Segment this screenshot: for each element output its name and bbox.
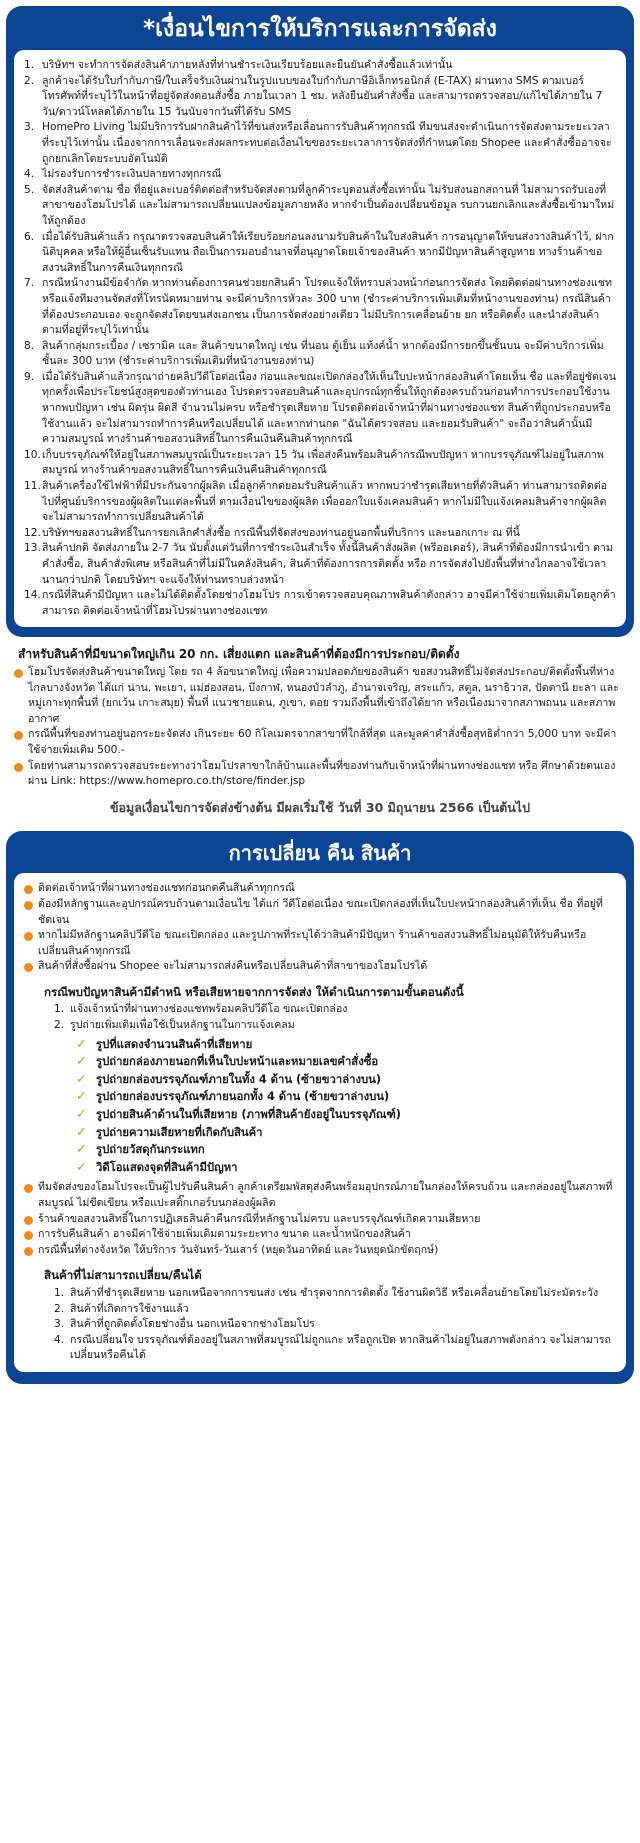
terms-item-number: 10. [24,448,41,461]
returns-pickup-bullet-text: ร้านค้าขอสงวนสิทธิ์ในการปฏิเสธสินค้าคืนกรณีที่หลักฐานไม่ครบ และบรรจุภัณฑ์เกิดความเสียหาย [38,1212,481,1225]
terms-item-text: กรณีที่สินค้ามีปัญหา และไม่ได้ติดตั้งโดยช่างโฮมโปร การเข้าตรวจสอบคุณภาพสินค้าดังกล่าว อาจมีค่าใช้จ่ายเพิ่มเติมโดยลูกค้าสามารถ ติดต่อเจ้าหน้าที่โฮมโปรผ่านทางช่องแชท [42,589,616,617]
terms-item-text: HomePro Living ไม่มีบริการรับฝากสินค้าไว้ที่ขนส่งหรือเลื่อนการรับสินค้าทุกกรณี ทีมขนส่งจะดำเนินการจัดส่งตามระยะเวลาที่ระบุไว้เท่านั้น เนื่องจากการเลื่อนจะส่งผลกระทบต่อเงื่อนไขของระยะเวลาการจัดส่งที่กำหนดโดย Shopee และคำสั่งซื้ออาจจะถูกยกเลิกโดยระบบอัตโนมัติ [42,121,612,165]
checklist-item-text: รูปถ่ายกล่องบรรจุภัณฑ์ภายในทั้ง 4 ด้าน (ซ้ายขวาล่างบน) [96,1072,382,1086]
checkmark-icon: ✓ [76,1054,87,1070]
checklist-item [76,1106,616,1124]
terms-item-number: 2. [24,74,35,87]
returns-bullet-text: สินค้าที่สั่งซื้อผ่าน Shopee จะไม่สามารถส่งคืนหรือเปลี่ยนสินค้าที่สาขาของโฮมโปรได้ [38,960,428,973]
returns-title: การเปลี่ยน คืน สินค้า [228,841,412,866]
checkmark-icon: ✓ [76,1036,87,1052]
bullet-dot-icon [24,1227,38,1243]
terms-item-number: 3. [24,121,35,134]
not-returnable-item [54,1286,616,1302]
bullet-dot-icon [24,881,38,897]
bullet-dot-icon [14,665,28,727]
terms-item [24,167,616,183]
terms-item-text: สินค้าปกติ จัดส่งภายใน 2-7 วัน นับตั้งแต่วันที่การชำระเงินสำเร็จ ทั้งนี้สินค้าสั่งผลิต (พรีออเดอร์), สินค้าที่ต้องมีการนำเข้า ตามคำสั่งซื้อ, สินค้าสั่งพิเศษ หรือสินค้าที่ไม่มีในคลังสินค้า, สินค้าที่ต้องการการติดตั้ง หรือ การจัดส่งไปยังพื้นที่ห่างไกลอาจใช้เวลานานกว่าปกติ โดยบริษัทฯ จะแจ้งให้ท่านทราบล่วงหน้า [42,542,613,586]
large-items-bullet [14,727,626,758]
terms-item [24,74,616,121]
checklist-item [76,1071,616,1089]
large-items-bullet-text: โดยท่านสามารถตรวจสอบระยะทางว่าโฮมโปรสาขาใกล้บ้านและพื้นที่ของท่านกับเจ้าหน้าที่ผ่านทางช่องแชท หรือ ศึกษาด้วยตนเองผ่าน Link: https://www.homepro.co.th/store/finder.jsp [28,759,616,788]
terms-item-number: 13. [24,542,41,555]
damage-step [54,1002,616,1018]
terms-item-number: 9. [24,370,35,383]
checkmark-icon: ✓ [76,1107,87,1123]
returns-bullet-list [24,881,616,975]
damage-step-text: แจ้งเจ้าหน้าที่ผ่านทางช่องแชทพร้อมคลิปวีดีโอ ขณะเปิดกล่อง [70,1003,348,1016]
returns-pickup-bullet [24,1243,616,1259]
checklist-item-text: รูปถ่ายวัสดุกันกระแทก [96,1143,205,1157]
evidence-checklist [24,1036,616,1177]
returns-pickup-bullet [24,1212,616,1228]
terms-item-text: บริษัทฯ จะทำการจัดส่งสินค้าภายหลังที่ท่านชำระเงินเรียบร้อยและยืนยันคำสั่งซื้อแล้วเท่านั้น [42,59,453,71]
checklist-item [76,1036,616,1054]
damage-steps-heading: กรณีพบปัญหาสินค้ามีตำหนิ หรือเสียหายจากการจัดส่ง ให้ดำเนินการตามขั้นตอนดังนี้ [44,984,464,999]
terms-item [24,479,616,526]
large-items-bullet-text: กรณีพื้นที่ของท่านอยู่นอกระยะจัดส่ง เกินระยะ 60 กิโลเมตรจากสาขาที่ใกล้ที่สุด และมูลค่าคำสั่งซื้อสุทธิต่ำกว่า 5,000 บาท จะมีค่าใช้จ่ายเพิ่มเติม 500.- [28,728,617,756]
bullet-dot-icon [24,1212,38,1228]
not-returnable-item-number: 2. [54,1302,65,1315]
large-items-list [14,665,626,790]
terms-item [24,183,616,230]
terms-item-number: 6. [24,230,35,243]
returns-panel [6,831,634,1384]
bullet-dot-icon [14,759,28,790]
terms-item [24,370,616,448]
terms-item-text: สินค้ากลุ่มกระเบื้อง / เซรามิค และ สินค้าขนาดใหญ่ เช่น ที่นอน ตู้เย็น แท้งค์น้ำ หากต้องมีการยกขึ้นชั้นบน จะมีค่าบริการเพิ่มชั้นละ 300 บาท (ชำระค่าบริการเพิ่มเติมที่หน้างานของท่าน) [42,339,604,368]
damage-step-text: รูปถ่ายเพิ่มเติมเพื่อใช้เป็นหลักฐานในการแจ้งเคลม [70,1019,295,1032]
returns-bullet-text: ติดต่อเจ้าหน้าที่ผ่านทางช่องแชทก่อนกดคืนสินค้าทุกกรณี [38,882,295,895]
effective-date-note: ข้อมูลเงื่อนไขการจัดส่งข้างต้น มีผลเริ่มใช้ วันที่ 30 มิถุนายน 2566 เป็นต้นไป [109,799,531,815]
bullet-dot-icon [14,727,28,758]
terms-item-number: 14. [24,589,41,602]
terms-panel [6,6,634,637]
terms-item [24,58,616,74]
large-items-bullet [14,665,626,727]
terms-title: *เงื่อนไขการให้บริการและการจัดส่ง [143,16,497,42]
not-returnable-item [54,1333,616,1364]
returns-pickup-bullet-text: กรณีพื้นที่ต่างจังหวัด ให้บริการ วันจันทร์-วันเสาร์ (หยุดวันอาทิตย์ และวันหยุดนักขัตฤกษ์) [38,1243,439,1256]
bullet-dot-icon [24,928,38,959]
terms-item-text: ไม่รองรับการชำระเงินปลายทางทุกกรณี [42,168,222,181]
returns-pickup-bullet [24,1180,616,1211]
bullet-dot-icon [24,1243,38,1259]
terms-item-text: ลูกค้าจะได้รับใบกำกับภาษี/ใบเสร็จรับเงินผ่านในรูปแบบของใบกำกับภาษีอิเล็กทรอนิกส์ (E-TAX) ผ่านทาง SMS ตามเบอร์โทรศัพท์ที่ระบุไว้ในหน้าที่อยู่จัดส่งตอนสั่งซื้อ ภายในเวลา 1 ชม. หลังยืนยันคำสั่งซื้อ และสามารถตรวจสอบ/แก้ไขได้ภายใน 7 วัน/ดาวน์โหลดได้ภายใน 15 วันนับจากวันที่ได้รับ SMS [42,74,603,118]
damage-step-number: 1. [54,1003,65,1016]
checkmark-icon: ✓ [76,1124,87,1140]
terms-list [24,58,616,619]
not-returnable-item [54,1317,616,1333]
terms-item [24,526,616,542]
terms-item-number: 7. [24,277,35,290]
terms-item [24,230,616,277]
large-items-title: สำหรับสินค้าที่มีขนาดใหญ่เกิน 20 กก. เสี่ยงแตก และสินค้าที่ต้องมีการประกอบ/ติดตั้ง [18,647,460,662]
damage-step-number: 2. [54,1019,65,1032]
checklist-item-text: รูปถ่ายความเสียหายที่เกิดกับสินค้า [96,1125,263,1139]
terms-item-number: 12. [24,526,41,539]
terms-item-number: 5. [24,183,35,196]
damage-steps-list [24,1002,616,1033]
terms-item [24,339,616,370]
terms-item [24,541,616,588]
returns-bullet [24,959,616,975]
terms-item-text: เมื่อได้รับสินค้าแล้วกรุณาถ่ายคลิปวีดีโอต่อเนื่อง ก่อนและขณะเปิดกล่องให้เห็นใบปะหน้ากล่องสินค้าโดยเห็น ชื่อ และที่อยู่ชัดเจนทุกครั้งเพื่อประโยชน์สูงสุดของตัวท่านเอง โปรดตรวจสอบสินค้าและอุปกรณ์ทุกชิ้นให้ถูกต้องครบถ้วนก่อนทำการประกอบใช้งาน หากพบปัญหา เช่น ผิดรุ่น ผิดสี จำนวนไม่ครบ หรือชำรุดเสียหาย โปรดติดต่อเจ้าหน้าที่ผ่านทางช่องแชท สินค้าที่ถูกประกอบหรือใช้งานแล้ว จะไม่สามารถทำการคืนหรือเปลี่ยนได้ และหากท่านกด "ฉันได้ตรวจสอบ และยอมรับสินค้า" จะถือว่าสินค้านั้นมีความสมบูรณ์ ทางร้านค้าขอสงวนสิทธิ์ในการคืนเงินคืนสินค้าทุกกรณี [42,370,616,446]
terms-item-number: 8. [24,339,35,352]
returns-bullet [24,897,616,928]
large-items-bullet [14,759,626,790]
bullet-dot-icon [24,959,38,975]
terms-item [24,448,616,479]
bullet-dot-icon [24,897,38,928]
shipping-terms-page [0,6,640,1843]
terms-item-text: เมื่อได้รับสินค้าแล้ว กรุณาตรวจสอบสินค้าให้เรียบร้อยก่อนลงนามรับสินค้าในใบส่งสินค้า การอนุญาตให้ขนส่งวางสินค้าไว้, ฝากนิติบุคคล หรือให้ผู้อื่นเซ็นรับแทน ถือเป็นการมอบอำนาจที่อนุญาตโดยเจ้าของสินค้า หากมีปัญหาสินค้าสูญหาย ทางร้านค้าขอสงวนสิทธิ์ในการคืนเงินทุกกรณี [42,230,614,274]
checklist-item [76,1088,616,1106]
not-returnable-item-text: กรณีเปลี่ยนใจ บรรจุภัณฑ์ต้องอยู่ในสภาพที่สมบูรณ์ไม่ถูกแกะ หรือถูกเปิด หากสินค้าไม่อยู่ในสภาพดังกล่าว จะไม่สามารถเปลี่ยนหรือคืนได้ [70,1333,611,1362]
not-returnable-item [54,1302,616,1318]
terms-item-text: จัดส่งสินค้าตาม ชื่อ ที่อยู่และเบอร์ติดต่อสำหรับจัดส่งตามที่ลูกค้าระบุตอนสั่งซื้อเท่านั้น ไม่รับส่งนอกสถานที่ ไม่สามารถรับเองที่สาขาของโฮมโปรได้ และไม่สามารถเปลี่ยนแปลงข้อมูลภายหลัง หากจำเป็นต้องเปลี่ยนข้อมูล รบกวนยกเลิกและสั่งซื้อเข้ามาใหม่ให้ถูกต้อง [42,183,615,227]
damage-step [54,1018,616,1034]
returns-pickup-bullet [24,1227,616,1243]
terms-item-text: กรณีหน้างานมีข้อจำกัด หากท่านต้องการคนช่วยยกสินค้า โปรดแจ้งให้ทราบล่วงหน้าก่อนการจัดส่ง โดยติดต่อผ่านทางช่องแชท หรือแจ้งทีมงานจัดส่งที่โทรนัดหมายท่าน จะมีค่าบริการหัวละ 300 บาท (ชำระค่าบริการเพิ่มเติมที่หน้างานของท่าน) กรณีสินค้าที่ต้องประกอบเอง จะถูกจัดส่งโดยขนส่งเอกชน เป็นการจัดส่งอย่างเดียว ไม่มีบริการเคลื่อนย้าย ยก หรือติดตั้ง และนำส่งสินค้าตามที่อยู่ที่ระบุไว้เท่านั้น [42,277,612,337]
checklist-item-text: รูปที่แสดงจำนวนสินค้าที่เสียหาย [96,1037,253,1051]
not-returnable-list [24,1286,616,1364]
not-returnable-item-text: สินค้าที่ชำรุดเสียหาย นอกเหนือจากการขนส่ง เช่น ชำรุดจากการติดตั้ง ใช้งานผิดวิธี หรือเคลื่อนย้ายโดยไม่ระมัดระวัง [70,1286,599,1299]
large-items-section [0,637,640,827]
terms-item [24,276,616,338]
checklist-item-text: วิดีโอแสดงจุดที่สินค้ามีปัญหา [96,1160,238,1174]
checkmark-icon: ✓ [76,1142,87,1158]
terms-item-number: 4. [24,168,35,181]
terms-item-text: สินค้าเครื่องใช้ไฟฟ้าที่มีประกันจากผู้ผลิต เมื่อลูกค้ากดยอมรับสินค้าแล้ว หากพบว่าชำรุดเสียหายที่ตัวสินค้า ท่านสามารถติดต่อไปที่ศูนย์บริการของผู้ผลิตในแต่ละพื้นที่ ตามเงื่อนไขของผู้ผลิต เพื่อออกใบแจ้งเคลมสินค้า หากไม่มีใบแจ้งเคลมสินค้าจากผู้ผลิต จะไม่สามารถทำการเปลี่ยนสินค้าได้ [42,480,607,524]
checkmark-icon: ✓ [76,1159,87,1175]
large-items-bullet-text: โฮมโปรจัดส่งสินค้าขนาดใหญ่ โดย รถ 4 ล้อขนาดใหญ่ เพื่อความปลอดภัยของสินค้า ขอสงวนสิทธิ์ไม่จัดส่งประกอบ/ติดตั้งพื้นที่ห่างไกลบางจังหวัด ได้แก่ น่าน, พะเยา, แม่ฮ่องสอน, บึงกาฬ, หนองบัวลำภู, อำนาจเจริญ, สระแก้ว, สตูล, นราธิวาส, ปัตตานี ยะลา และหมู่เกาะทุกพื้นที่ (ยกเว้น เกาะสมุย) พื้นที่ แนวชายแดน, ภูเขา, ดอย รวมถึงพื้นที่เข้าถึงได้ยาก หรือเนื่องมาจากสภาพถนน และสภาพอากาศ [28,665,619,725]
not-returnable-item-text: สินค้าที่เกิดการใช้งานแล้ว [70,1302,189,1315]
checklist-item-text: รูปถ่ายกล่องภายนอกที่เห็นใบปะหน้าและหมายเลขคำสั่งซื้อ [96,1055,379,1069]
returns-body [14,873,626,1372]
checklist-item [76,1159,616,1177]
terms-item-text: เก็บบรรจุภัณฑ์ให้อยู่ในสภาพสมบูรณ์เป็นระยะเวลา 15 วัน เพื่อส่งคืนพร้อมสินค้ากรณีพบปัญหา หากบรรจุภัณฑ์ไม่อยู่ในสภาพสมบูรณ์ ทางร้านค้าขอสงวนสิทธิ์ในการคืนเงินคืนสินค้าทุกกรณี [42,448,604,477]
checklist-item-text: รูปถ่ายกล่องบรรจุภัณฑ์ภายนอกทั้ง 4 ด้าน (ซ้ายขวาล่างบน) [96,1090,390,1104]
terms-item [24,588,616,619]
terms-item-number: 11. [24,480,41,493]
not-returnable-item-number: 4. [54,1333,65,1346]
returns-pickup-bullet-text: การรับคืนสินค้า อาจมีค่าใช้จ่ายเพิ่มเติมตามระยะทาง ขนาด และน้ำหนักของสินค้า [38,1228,411,1241]
checkmark-icon: ✓ [76,1089,87,1105]
checklist-item-text: รูปถ่ายสินค้าด้านในที่เสียหาย (ภาพที่สินค้ายังอยู่ในบรรจุภัณฑ์) [96,1108,401,1122]
returns-bullet [24,928,616,959]
checkmark-icon: ✓ [76,1071,87,1087]
returns-pickup-bullet-text: ทีมจัดส่งของโฮมโปรจะเป็นผู้ไปรับคืนสินค้า ลูกค้าเตรียมพัสดุส่งคืนพร้อมอุปกรณ์ภายในกล่องให้ครบถ้วน และกล่องอยู่ในสภาพที่สมบูรณ์ ไม่ขีดเขียน หรือแปะสติ๊กเกอร์บนกล่องผู้ผลิต [38,1181,613,1209]
terms-item-number: 1. [24,59,35,71]
not-returnable-item-number: 1. [54,1286,65,1299]
terms-body [14,50,626,627]
not-returnable-item-number: 3. [54,1318,65,1331]
returns-pickup-list [24,1180,616,1258]
checklist-item [76,1124,616,1142]
bullet-dot-icon [24,1180,38,1211]
returns-bullet-text: หากไม่มีหลักฐานคลิปวีดีโอ ขณะเปิดกล่อง และรูปภาพที่ระบุได้ว่าสินค้ามีปัญหา ร้านค้าขอสงวนสิทธิ์ไม่อนุมัติให้รับคืนหรือเปลี่ยนสินค้าทุกกรณี [38,929,587,957]
checklist-item [76,1141,616,1159]
not-returnable-item-text: สินค้าที่ถูกติดตั้งโดยช่างอื่น นอกเหนือจากช่างโฮมโปร [70,1318,315,1331]
terms-item-text: บริษัทฯขอสงวนสิทธิ์ในการยกเลิกคำสั่งซื้อ กรณีพื้นที่จัดส่งของท่านอยู่นอกพื้นที่บริการ และนอกเกาะ ณ ที่นี้ [42,526,520,539]
returns-bullet [24,881,616,897]
returns-bullet-text: ต้องมีหลักฐานและอุปกรณ์ครบถ้วนตามเงื่อนไข ได้แก่ วีดีโอต่อเนื่อง ขณะเปิดกล่องที่เห็นใบปะหน้ากล่องสินค้าที่เห็น ชื่อ ที่อยู่ที่ชัดเจน [38,897,603,926]
terms-item [24,120,616,167]
not-returnable-heading: สินค้าที่ไม่สามารถเปลี่ยน/คืนได้ [44,1268,202,1283]
checklist-item [76,1053,616,1071]
